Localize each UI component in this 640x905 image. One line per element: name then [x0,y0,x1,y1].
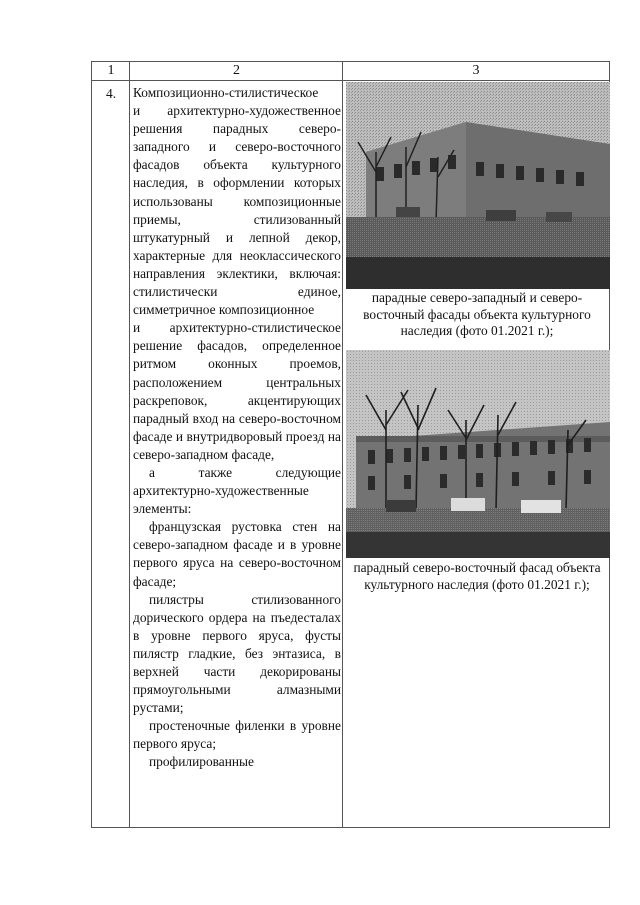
description-paragraph: французская рустовка стен на северо-западном фасаде и в уровне первого яруса на северо-восточном фасаде; [133,519,341,589]
building-photo-northwest-northeast [346,82,610,289]
description-paragraph: пилястры стилизованного дорического ордера на пъедесталах в уровне первого яруса, фусты пилястр гладкие, без энтазиса, в верхней части декорированы прямоугольными алмазными рустами; [133,591,341,716]
building-photo-northeast [346,350,610,558]
column-divider-1 [129,62,130,827]
row-number: 4. [105,86,117,101]
table-header-row [92,62,609,81]
description-paragraph: Композиционно-стилистическое [133,85,319,100]
heritage-table [91,61,610,828]
photo-caption: парадные северо-западный и северо-восточный фасады объекта культурного наследия (фото 01.2021 г.); [363,290,591,338]
description-paragraph: простеночные филенки в уровне первого яруса; [133,718,341,752]
description-paragraph: профилированные [149,754,254,770]
header-col-2: 2 [233,63,240,78]
photo-caption: парадный северо-восточный фасад объекта культурного наследия (фото 01.2021 г.); [353,560,601,592]
description-paragraph: и архитектурно-художественное решения парадных северо-западного и северо-восточного фасадов объекта культурного наследия, в оформлении которых использованы композиционные приемы, стилизованный штукатурный и лепной декор, характерные для неоклассического направления эклектики, включая: стилистически единое, симметричное композиционное [133,103,341,318]
header-col-1: 1 [107,63,115,78]
description-paragraph: а также следующие архитектурно-художественные элементы: [133,464,341,517]
column-divider-2 [342,62,343,827]
header-col-3: 3 [472,63,480,78]
description-paragraph: и архитектурно-стилистическое решение фасадов, определенное ритмом оконных проемов, расположением центральных раскреповок, акцентирующих парадный вход на северо-восточном фасаде и внутридворовый проезд на северо-западном фасаде, [133,320,341,462]
row-description [133,84,341,772]
